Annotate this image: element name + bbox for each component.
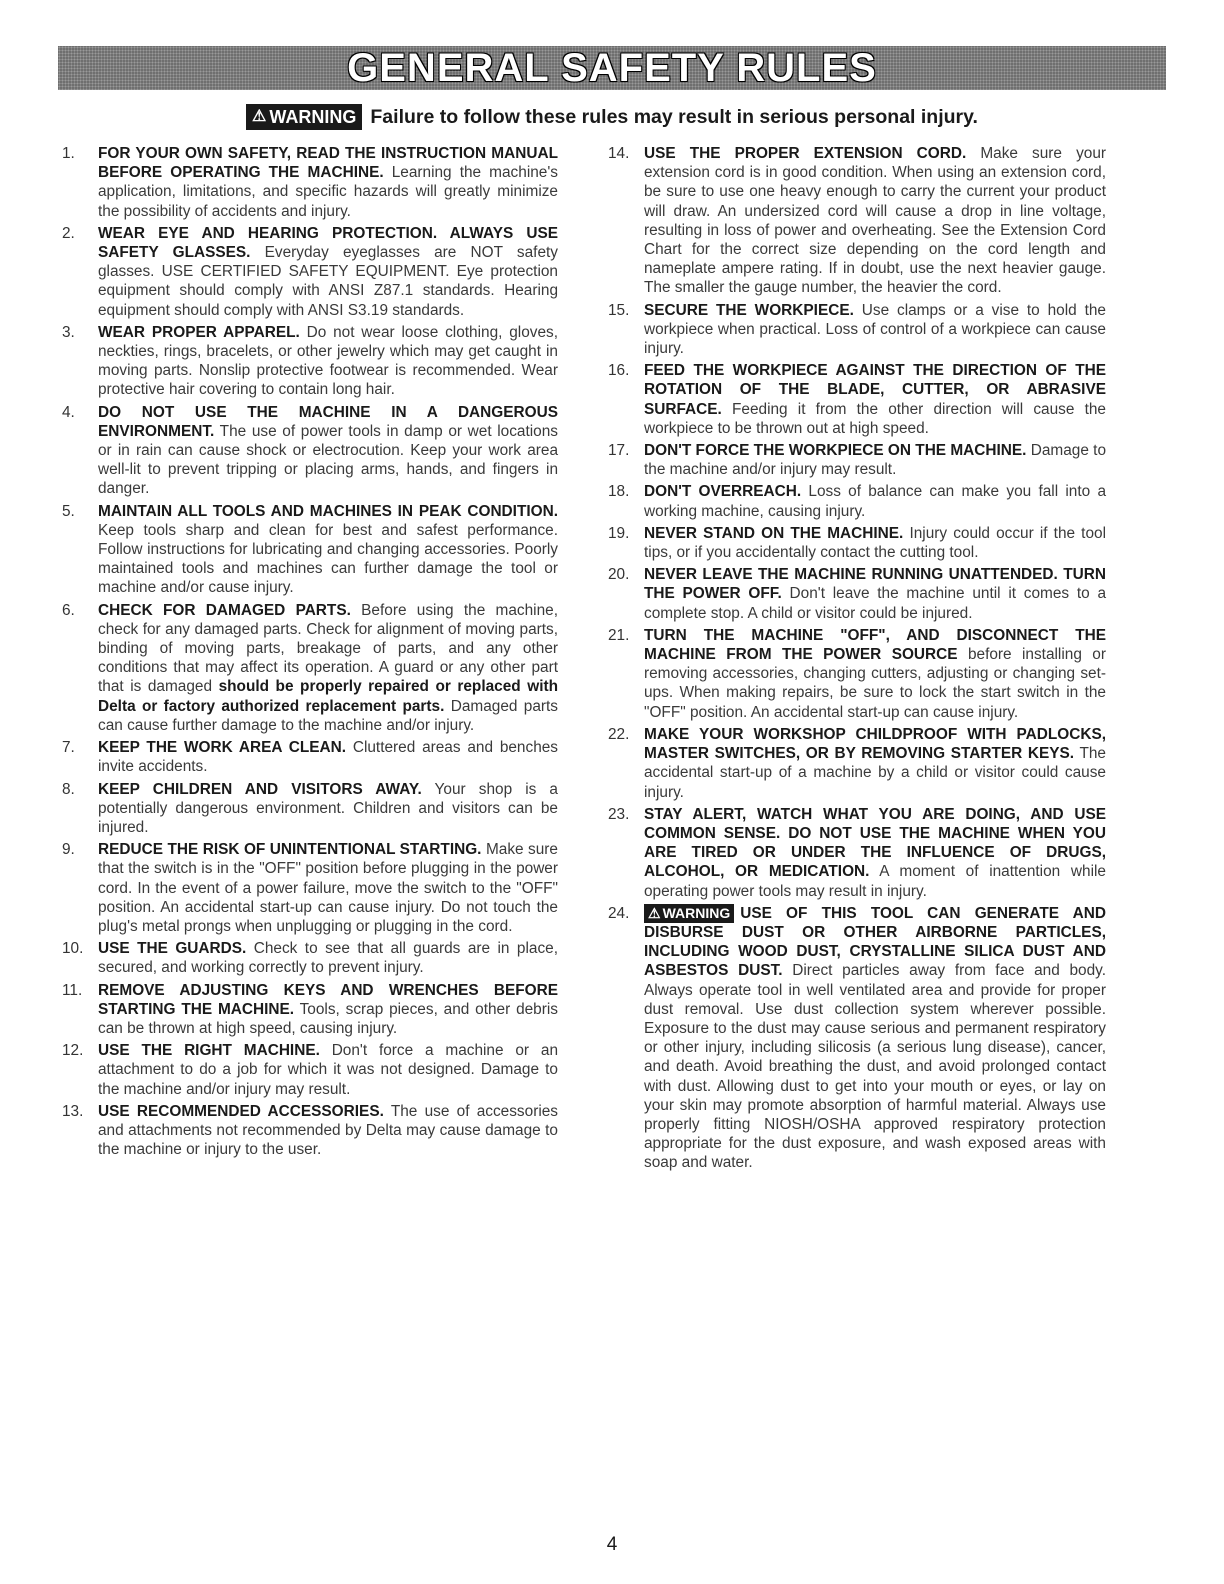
rule-body [98,780,558,838]
rule-item [62,323,558,400]
rule-body [644,725,1106,802]
rule-text: Learning the machine's application, limitations, and specific hazards will greatly minimize the possibility of accidents and injury. [98,164,558,220]
rule-heading: WEAR EYE AND HEARING PROTECTION. ALWAYS USE SAFETY GLASSES. [98,224,558,262]
rule-item [608,626,1106,722]
rule-number: 2. [62,224,75,242]
rules-column-left [62,144,558,1162]
rule-item [608,565,1106,623]
rule-item [608,301,1106,359]
rule-number: 19. [608,524,630,542]
rule-heading: STAY ALERT, WATCH WHAT YOU ARE DOING, AND USE COMMON SENSE. DO NOT USE THE MACHINE WHEN YOU ARE TIRED OR UNDER THE INFLUENCE OF DRUGS, ALCOHOL, OR MEDICATION. [644,805,1106,881]
rule-body [98,601,558,735]
rule-heading: FOR YOUR OWN SAFETY, READ THE INSTRUCTION MANUAL BEFORE OPERATING THE MACHINE. [98,145,558,182]
rule-text: Damage to the machine and/or injury may result. [644,442,1107,479]
rule-item [62,981,558,1039]
rule-heading: TURN THE MACHINE "OFF", AND DISCONNECT THE MACHINE FROM THE POWER SOURCE [644,626,1106,664]
rule-item [608,805,1106,901]
rule-body [98,224,558,320]
rule-heading: USE THE PROPER EXTENSION CORD. [644,145,967,162]
rule-text: Damaged parts can cause further damage to the machine and/or injury. [98,697,558,734]
warning-badge-label: WARNING [269,107,357,127]
rule-body [644,301,1106,359]
rule-text: The use of accessories and attachments not recommended by Delta may cause damage to the machine or injury to the user. [98,1102,558,1159]
rule-body [98,323,558,400]
rule-body [98,840,558,936]
rule-body [644,482,1106,520]
rule-text: Don't force a machine or an attachment to do a job for which it was not designed. Damage to the machine and/or injury may result. [98,1042,559,1098]
rule-heading: KEEP THE WORK AREA CLEAN. [98,739,347,757]
warning-badge-label: WARNING [662,904,731,921]
rule-number: 17. [608,442,630,460]
rule-body [644,524,1106,562]
rule-heading: USE THE GUARDS. [98,940,247,958]
rule-heading: USE THE RIGHT MACHINE. [98,1042,320,1060]
rule-item [62,1041,558,1099]
warning-line [0,104,1224,130]
rule-item [62,738,558,776]
rule-text: Cluttered areas and benches invite accidents. [98,739,559,776]
rule-body [98,738,558,776]
rule-number: 1. [62,145,75,162]
rule-text: Make sure your extension cord is in good condition. When using an extension cord, be sure to use one heavy enough to carry the current your product will draw. An undersized cord will cause a drop in line voltage, resulting in loss of power and overheating. See the Extension Cord Chart for the correct size depending on the cord length and nameplate ampere rating. If in doubt, use the next heavier gauge. The smaller the gauge number, the heavier the cord. [644,145,1107,297]
rule-text: Loss of balance can make you fall into a working machine, causing injury. [644,483,1106,520]
rule-heading: USE OF THIS TOOL CAN GENERATE AND DISBURSE DUST OR OTHER AIRBORNE PARTICLES, INCLUDING WOOD DUST, CRYSTALLINE SILICA DUST AND ASBESTOS DUST. [644,904,1106,980]
rule-body [644,144,1106,298]
rule-item [608,524,1106,562]
rule-number: 3. [62,323,75,341]
rule-number: 18. [608,483,630,501]
rule-item [62,939,558,977]
warning-text: Failure to follow these rules may result in serious personal injury. [370,105,978,128]
rule-body [98,981,558,1039]
rule-text: The accidental start-up of a machine by a child or visitor could cause injury. [644,745,1106,801]
rule-number: 14. [608,145,630,162]
rule-body [644,626,1106,722]
rule-number: 4. [62,403,75,421]
rule-body [644,441,1106,479]
rule-number: 11. [62,981,83,999]
rule-body [98,939,558,977]
rule-heading: DON'T FORCE THE WORKPIECE ON THE MACHINE. [644,442,1027,460]
rule-heading: CHECK FOR DAMAGED PARTS. [98,601,351,619]
rule-heading: USE RECOMMENDED ACCESSORIES. [98,1102,384,1120]
rule-heading: DO NOT USE THE MACHINE IN A DANGEROUS ENVIRONMENT. [98,403,558,440]
rule-text: Your shop is a potentially dangerous environment. Children and visitors can be injured. [98,780,558,836]
rule-item [608,441,1106,479]
page-number: 4 [606,1534,618,1555]
rule-body [98,502,558,598]
rule-text: A moment of inattention while operating power tools may result in injury. [644,863,1106,900]
rule-item [62,144,558,221]
rule-heading: MAINTAIN ALL TOOLS AND MACHINES IN PEAK CONDITION. [98,502,558,520]
rule-heading: DON'T OVERREACH. [644,483,802,501]
rule-heading: REDUCE THE RISK OF UNINTENTIONAL STARTING. [98,841,482,859]
rule-text: Injury could occur if the tool tips, or if you accidentally contact the cutting tool. [644,524,1106,562]
rule-text: Everyday eyeglasses are NOT safety glasses. USE CERTIFIED SAFETY EQUIPMENT. Eye protection equipment should comply with ANSI Z87.1 standards. Hearing equipment should comply with ANSI S3.19 standards. [98,244,558,319]
rule-text: The use of power tools in damp or wet locations or in rain can cause shock or electrocution. Keep your work area well-lit to prevent tripping or placing arms, hands, and fingers in danger. [98,422,558,498]
rule-number: 9. [62,841,75,859]
rule-body [98,1102,558,1160]
rule-heading: KEEP CHILDREN AND VISITORS AWAY. [98,780,422,798]
rule-heading: MAKE YOUR WORKSHOP CHILDPROOF WITH PADLOCKS, MASTER SWITCHES, OR BY REMOVING STARTER KEYS. [644,725,1106,763]
rule-number: 23. [608,805,630,823]
rule-heading: NEVER STAND ON THE MACHINE. [644,524,904,542]
rule-body [98,1041,558,1099]
rule-number: 8. [62,780,75,798]
rule-text: before installing or removing accessories, changing cutters, adjusting or changing set-ups. When making repairs, be sure to lock the start switch in the "OFF" position. An accidental start-up can cause injury. [644,646,1106,721]
rule-heading: WEAR PROPER APPAREL. [98,323,300,341]
rule-number: 6. [62,601,75,619]
rule-heading: FEED THE WORKPIECE AGAINST THE DIRECTION OF THE ROTATION OF THE BLADE, CUTTER, OR ABRASIVE SURFACE. [644,362,1106,418]
rule-text: Feeding it from the other direction will cause the workpiece to be thrown out at high speed. [644,400,1106,437]
rule-item [62,780,558,838]
rule-item [62,403,558,499]
rule-body [644,904,1106,1173]
rule-body [98,403,558,499]
rule-heading: SECURE THE WORKPIECE. [644,301,854,319]
rule-text: Use clamps or a vise to hold the workpiece when practical. Loss of control of a workpiece can cause injury. [644,301,1106,358]
rule-text: Check to see that all guards are in place, secured, and working correctly to prevent injury. [98,940,558,977]
rule-heading: NEVER LEAVE THE MACHINE RUNNING UNATTENDED. TURN THE POWER OFF. [644,566,1106,603]
warning-badge [246,104,362,130]
rule-body [644,805,1106,901]
rule-item [608,144,1106,298]
rule-number: 22. [608,725,630,743]
rule-body [644,565,1106,623]
rule-text: Make sure that the switch is in the "OFF" position before plugging in the power cord. In the event of a power failure, move the switch to the "OFF" position. An accidental start-up can cause injury. Do not touch the plug's metal prongs when unplugging or plugging in the cord. [98,841,558,935]
rule-number: 15. [608,301,630,319]
rule-item [62,1102,558,1160]
rule-item [62,840,558,936]
warning-triangle-icon: ⚠ [648,904,661,921]
rule-number: 24. [608,904,630,922]
rule-number: 5. [62,502,75,520]
rule-text: Don't leave the machine until it comes to a complete stop. A child or visitor could be injured. [644,585,1106,622]
rule-text: Direct particles away from face and body. Always operate tool in well ventilated area and provide for proper dust removal. Use dust collection system wherever possible. Exposure to the dust may cause serious and permanent respiratory or other injury, including silicosis (a serious lung disease), cancer, and death. Avoid breathing the dust, and avoid prolonged contact with dust. Allowing dust to get into your mouth or eyes, or lay on your skin may promote absorption of harmful material. Always use properly fitting NIOSH/OSHA approved respiratory protection appropriate for the dust exposure, and wash exposed areas with soap and water. [644,962,1106,1172]
rule-number: 16. [608,362,630,380]
rule-number: 12. [62,1042,84,1060]
rule-text: Tools, scrap pieces, and other debris can be thrown at high speed, causing injury. [98,1000,558,1037]
rule-number: 10. [62,940,84,958]
rule-number: 21. [608,626,630,644]
rule-emphasis: should be properly repaired or replaced with Delta or factory authorized replacement parts. [98,678,558,715]
rule-text: Before using the machine, check for any damaged parts. Check for alignment of moving parts, binding of moving parts, breakage of parts, and any other conditions that may affect its operation. A guard or any other part that is damaged [98,601,558,696]
rule-heading: REMOVE ADJUSTING KEYS AND WRENCHES BEFORE STARTING THE MACHINE. [98,981,558,1018]
warning-triangle-icon: ⚠ [252,108,267,125]
rule-number: 13. [62,1102,84,1120]
rule-item [608,482,1106,520]
rule-item [608,725,1106,802]
rule-text: Do not wear loose clothing, gloves, neckties, rings, bracelets, or other jewelry which may get caught in moving parts. Nonslip protective footwear is recommended. Wear protective hair covering to contain long hair. [98,323,558,399]
rules-column-right [608,144,1106,1176]
rule-item [608,904,1106,1173]
page-title: GENERAL SAFETY RULES [347,46,877,90]
rule-item [62,224,558,320]
title-banner [58,46,1166,90]
rule-item [62,502,558,598]
rule-number: 7. [62,739,75,757]
rule-body [98,144,558,221]
rule-item [608,361,1106,438]
warning-badge [644,904,734,923]
rule-number: 20. [608,566,630,584]
rule-item [62,601,558,735]
rule-text: Keep tools sharp and clean for best and safest performance. Follow instructions for lubricating and changing accessories. Poorly maintained tools and machines can further damage the tool or machine and/or cause injury. [98,521,558,597]
rule-body [644,361,1106,438]
